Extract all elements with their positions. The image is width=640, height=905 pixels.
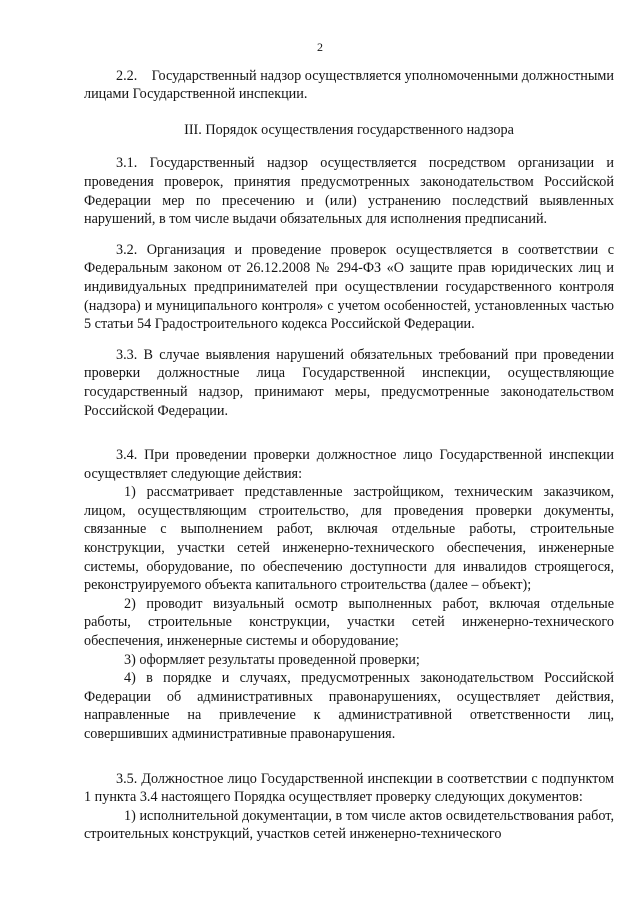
paragraph-2-2: 2.2. Государственный надзор осуществляется уполномоченными должностными лицами Государственной инспекции.: [84, 67, 614, 103]
paragraph-3-4: 3.4. При проведении проверки должностное лицо Государственной инспекции осуществляет следующие действия:: [84, 447, 614, 482]
paragraph-3-4-item-2: 2) проводит визуальный осмотр выполненных работ, включая отдельные работы, строительные конструкции, участки сетей инженерно-технического обеспечения, инженерные системы и оборудование;: [84, 595, 614, 650]
paragraph-3-5: 3.5. Должностное лицо Государственной инспекции в соответствии с подпунктом 1 пункта 3.4 настоящего Порядка осуществляет проверку следующих документов:: [84, 770, 614, 806]
paragraph-3-3: 3.3. В случае выявления нарушений обязательных требований при проведении проверки должностные лица Государственной инспекции, осуществляющие государственный надзор, принимают меры, предусмотренные законодательством Российской Федерации.: [84, 346, 614, 419]
page-number: 2: [317, 40, 323, 54]
paragraph-3-4-item-3: 3) оформляет результаты проведенной проверки;: [124, 651, 420, 668]
paragraph-3-2: 3.2. Организация и проведение проверок осуществляется в соответствии с Федеральным законом от 26.12.2008 № 294-ФЗ «О защите прав юридических лиц и индивидуальных предпринимателей при осуществлении государственного контроля (надзора) и муниципального контроля» с учетом особенностей, установленных частью 5 статьи 54 Градостроительного кодекса Российской Федерации.: [84, 241, 614, 333]
section-title: III. Порядок осуществления государственного надзора: [184, 121, 514, 138]
paragraph-3-5-item-1: 1) исполнительной документации, в том числе актов освидетельствования работ, строительных конструкций, участков сетей инженерно-технического: [84, 807, 614, 843]
paragraph-3-4-item-4: 4) в порядке и случаях, предусмотренных законодательством Российской Федерации об административных правонарушениях, осуществляет действия, направленные на привлечение к административной ответственности лиц, совершивших административные правонарушения.: [84, 670, 614, 742]
paragraph-3-1: 3.1. Государственный надзор осуществляется посредством организации и проведения проверок, принятия предусмотренных законодательством Российской Федерации мер по пресечению и (или) устранению последствий выявленных нарушений, в том числе выдачи обязательных для исполнения предписаний.: [84, 155, 614, 228]
paragraph-3-4-item-1: 1) рассматривает представленные застройщиком, техническим заказчиком, лицом, осуществляющим строительство, для проведения проверки документы, связанные с выполнением работ, включая отдельные работы, строительные конструкции, участки сетей инженерно-технического обеспечения, инженерные системы, оборудование, по обеспечению доступности для инвалидов строящегося, реконструируемого объекта капитального строительства (далее – объект);: [84, 484, 614, 594]
